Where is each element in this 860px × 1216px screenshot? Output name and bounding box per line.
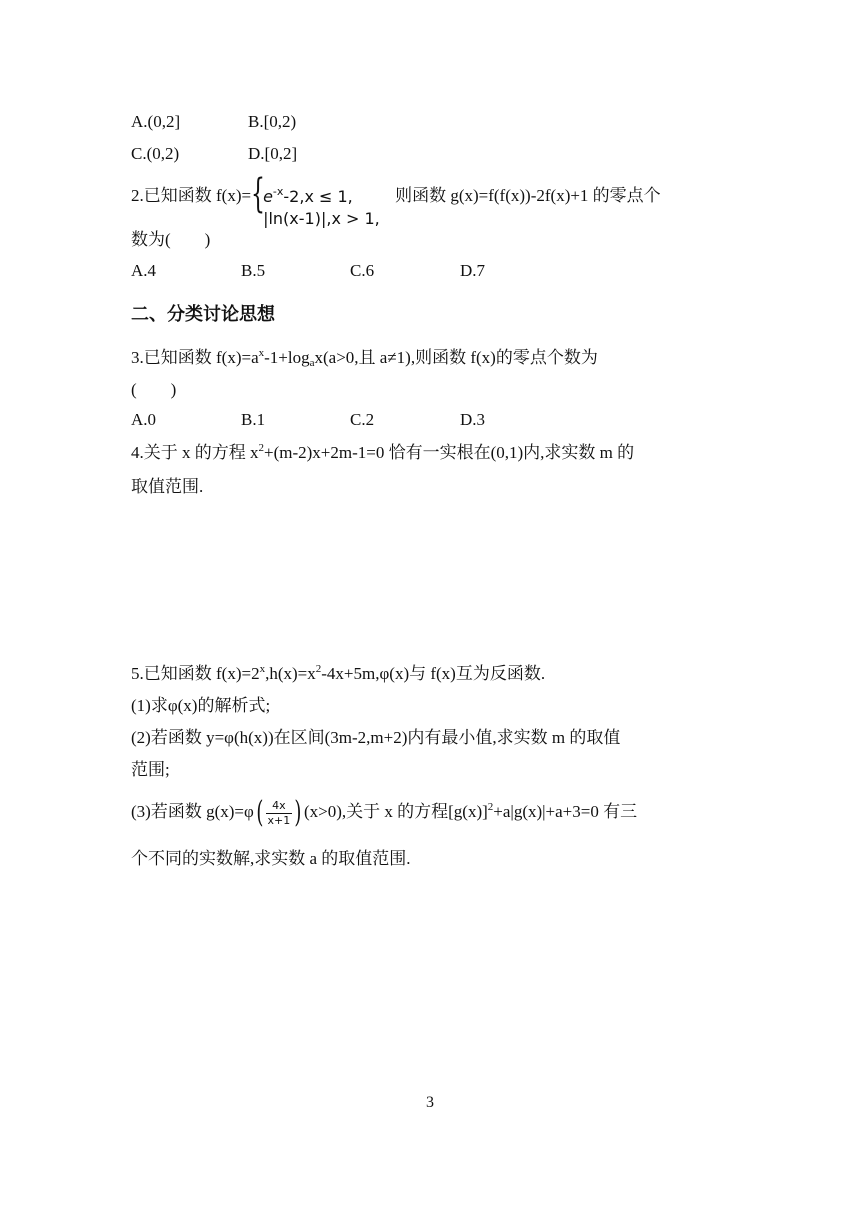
- q3-p1: 3.已知函数 f(x)=a: [131, 348, 259, 367]
- q5-sub1: (1)求φ(x)的解析式;: [131, 696, 271, 715]
- q5-frac-den: x+1: [267, 813, 291, 827]
- q2-option-a: A.4: [131, 261, 157, 280]
- q2-stem: [131, 171, 661, 229]
- q5-rparen: ): [294, 795, 302, 831]
- q5-s3a: (3)若函数 g(x)=φ: [131, 802, 254, 821]
- q2-option-c: C.6: [350, 261, 375, 280]
- q4-p1: 4.关于 x 的方程 x: [131, 443, 259, 462]
- q2-e: e: [263, 187, 273, 207]
- q5-sub2: (2)若函数 y=φ(h(x))在区间(3m-2,m+2)内有最小值,求实数 m 的取值: [131, 728, 621, 747]
- q5-sup-2b: 2: [487, 801, 494, 813]
- q5-s3b: (x>0),关于 x 的方程[g(x)]: [303, 802, 488, 821]
- q2-option-b: B.5: [241, 261, 266, 280]
- q2-prefix: 2.已知函数 f(x)=: [131, 186, 252, 205]
- q3-sub-a: a: [309, 357, 315, 369]
- q5-sub2-cont: 范围;: [131, 760, 170, 779]
- q3-line2: ( ): [131, 380, 177, 399]
- q1-option-c: C.(0,2): [131, 144, 180, 163]
- q2-piecewise: [251, 171, 393, 229]
- q1-option-d: D.[0,2]: [248, 144, 298, 163]
- q3-p3: x(a>0,且 a≠1),则函数 f(x)的零点个数为: [314, 348, 598, 367]
- q5-lparen: (: [256, 795, 264, 831]
- q4-sup-2: 2: [258, 442, 264, 454]
- q5-s3c: +a|g(x)|+a+3=0 有三: [493, 802, 638, 821]
- q2-option-d: D.7: [460, 261, 486, 280]
- q5-stem: [131, 663, 545, 685]
- q2-case1-rest: -2,x ≤ 1,: [283, 187, 353, 207]
- q3-p2: -1+log: [264, 348, 310, 367]
- q4-line2: 取值范围.: [131, 477, 204, 496]
- page-number: 3: [426, 1094, 434, 1111]
- q2-exp: -x: [272, 185, 284, 199]
- q5-sup-2: 2: [315, 663, 322, 675]
- q5-fraction: [266, 799, 293, 828]
- section-heading: 二、分类讨论思想: [131, 304, 275, 325]
- q3-sup-x: x: [258, 347, 265, 359]
- q2-suffix: 则函数 g(x)=f(f(x))-2f(x)+1 的零点个: [395, 186, 661, 205]
- q2-brace: {: [251, 171, 266, 218]
- q5-p1: 5.已知函数 f(x)=2: [131, 664, 260, 683]
- q4-stem: [131, 442, 634, 464]
- q5-frac-num: 4x: [266, 799, 293, 814]
- q5-p2: ,h(x)=x: [265, 664, 316, 683]
- q5-sub3-cont: 个不同的实数解,求实数 a 的取值范围.: [131, 849, 411, 868]
- q2-line2: 数为( ): [131, 230, 211, 249]
- q3-option-b: B.1: [241, 410, 266, 429]
- q5-p3: -4x+5m,φ(x)与 f(x)互为反函数.: [321, 664, 546, 683]
- q1-option-a: A.(0,2]: [131, 112, 181, 131]
- q3-option-c: C.2: [350, 410, 375, 429]
- q5-sub3: [131, 794, 637, 830]
- q1-option-b: B.[0,2): [248, 112, 297, 131]
- q3-option-d: D.3: [460, 410, 486, 429]
- q3-stem: [131, 347, 598, 369]
- q4-p2: +(m-2)x+2m-1=0 恰有一实根在(0,1)内,求实数 m 的: [264, 443, 635, 462]
- q2-case2: |ln(x-1)|,x > 1,: [263, 209, 380, 229]
- q5-sup-x: x: [259, 663, 266, 675]
- q3-option-a: A.0: [131, 410, 157, 429]
